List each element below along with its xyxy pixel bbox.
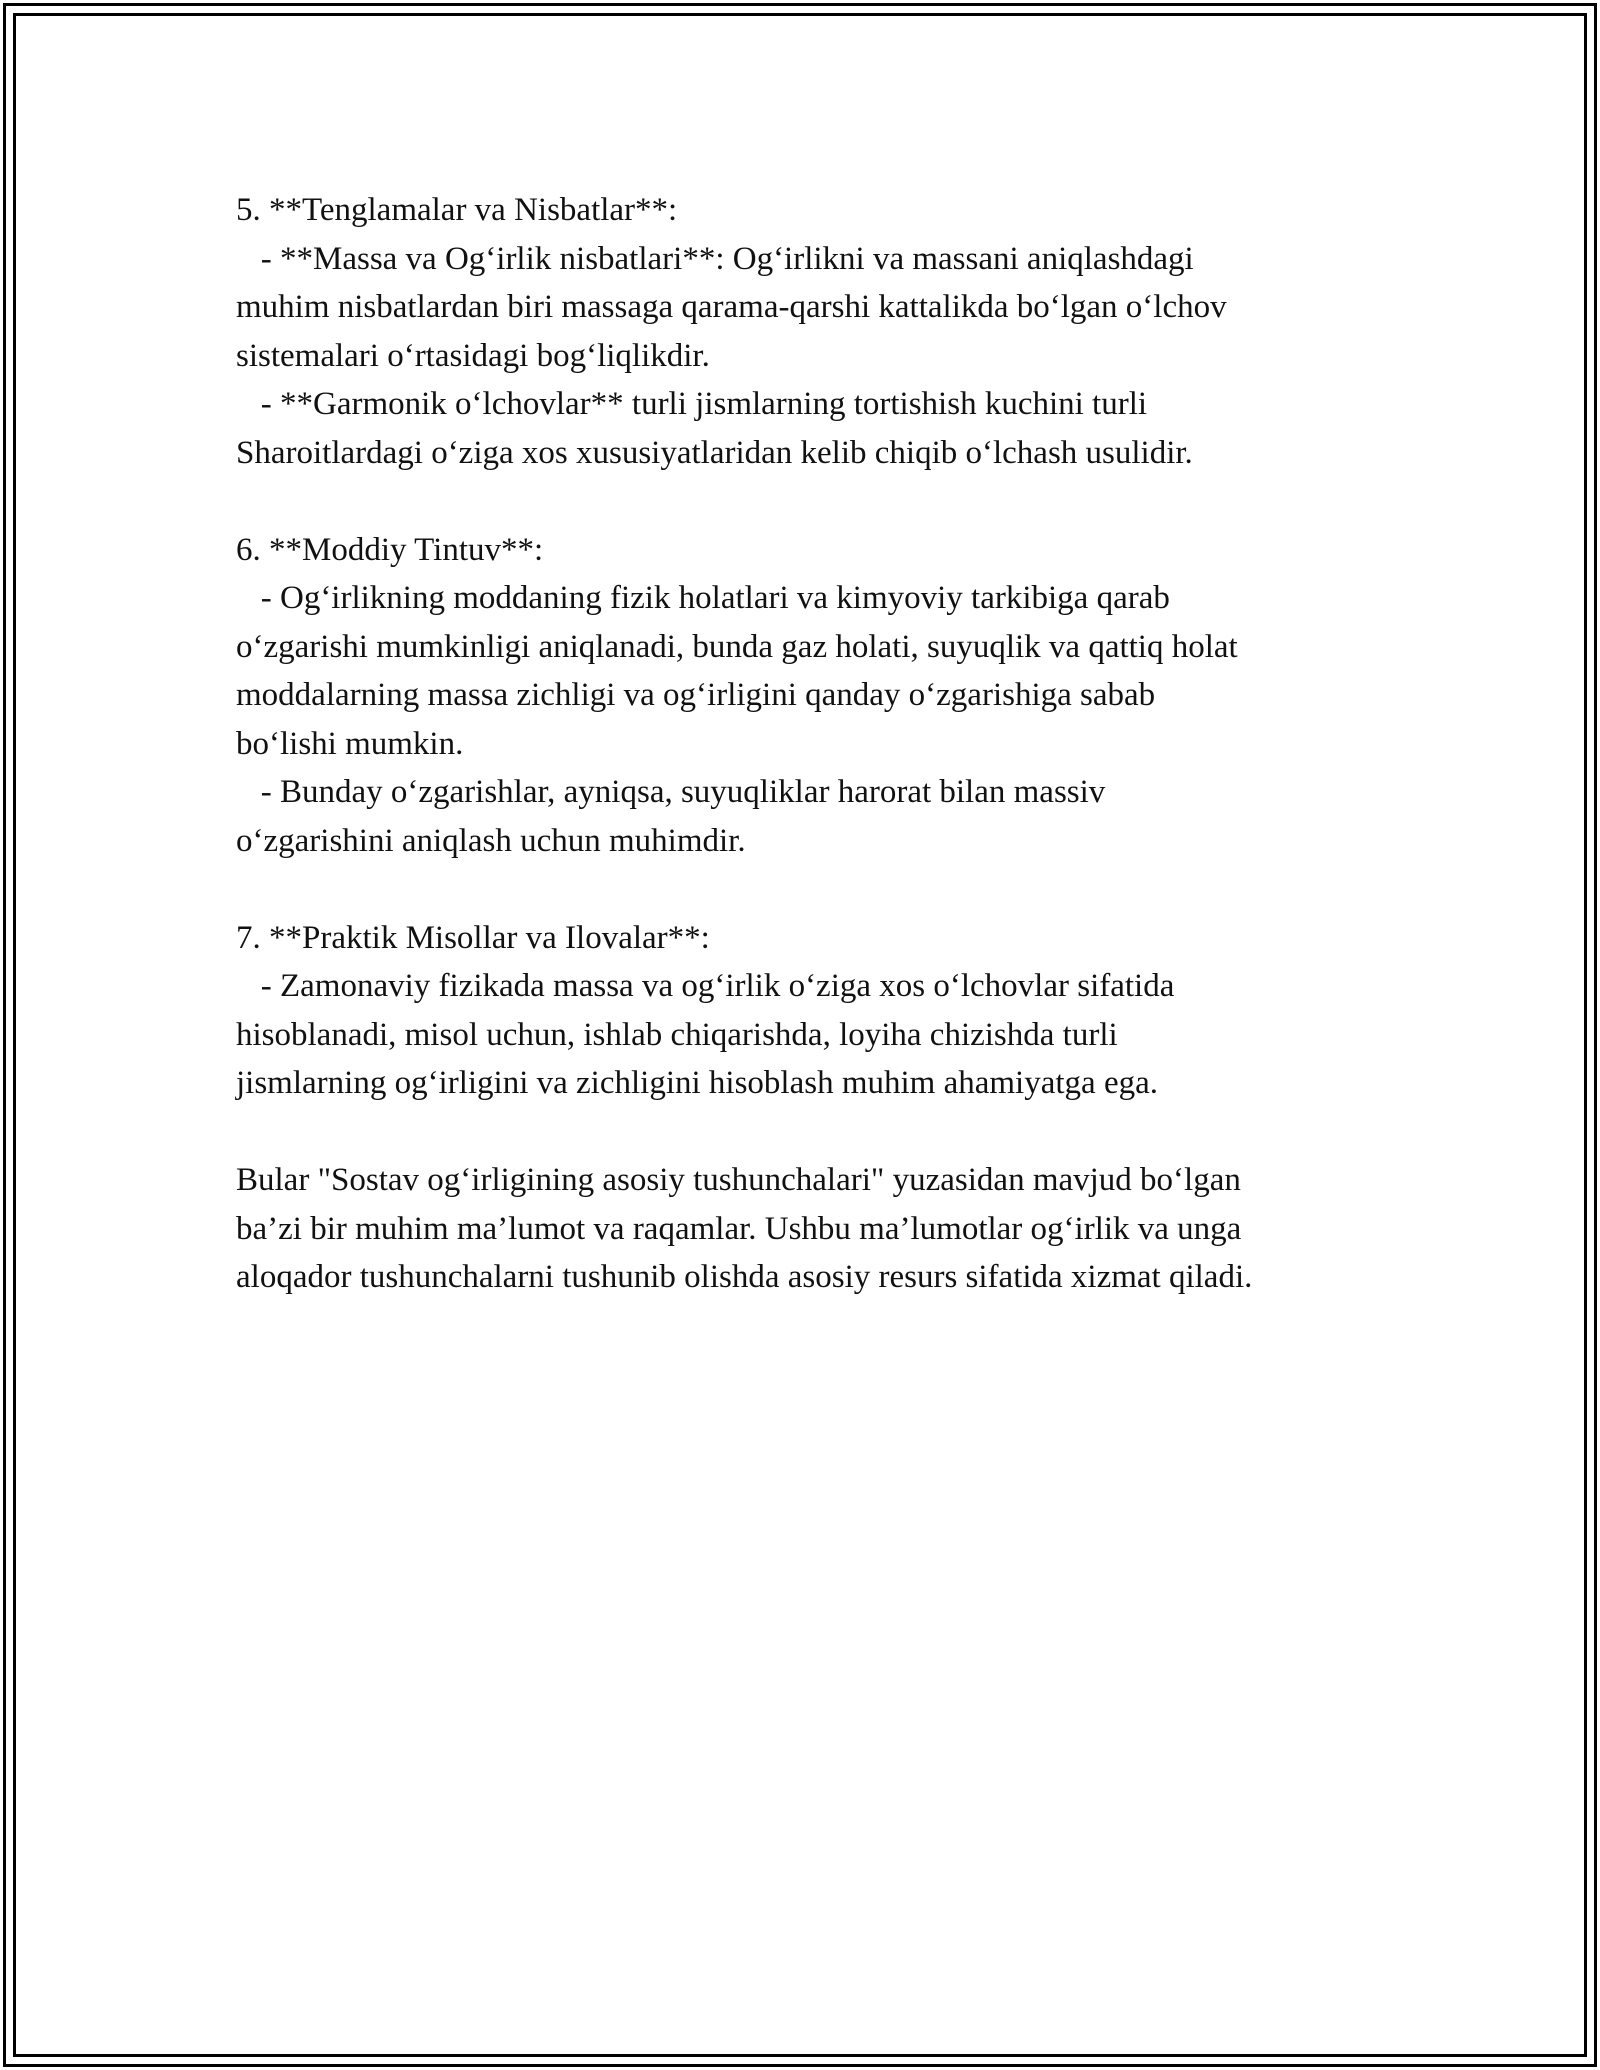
paragraph-line: - Bunday o‘zgarishlar, ayniqsa, suyuqliklar harorat bilan massiv — [236, 774, 1106, 810]
paragraph-line: ba’zi bir muhim ma’lumot va raqamlar. Ushbu ma’lumotlar og‘irlik va unga — [236, 1210, 1242, 1247]
section-conclusion — [236, 1156, 1416, 1302]
paragraph-line: aloqador tushunchalarni tushunib olishda asosiy resurs sifatida xizmat qiladi. — [236, 1259, 1253, 1295]
section-heading: 5. **Tenglamalar va Nisbatlar**: — [236, 192, 678, 228]
section-heading: 7. **Praktik Misollar va Ilovalar**: — [236, 919, 710, 956]
paragraph-line: - **Massa va Og‘irlik nisbatlari**: Og‘irlikni va massani aniqlashdagi — [236, 240, 1194, 277]
paragraph-line: jismlarning og‘irligini va zichligini hisoblash muhim ahamiyatga ega. — [236, 1065, 1158, 1101]
paragraph-spacer — [236, 865, 1416, 914]
paragraph-line: bo‘lishi mumkin. — [236, 725, 464, 762]
paragraph-line: Bular "Sostav og‘irligining asosiy tushunchalari" yuzasidan mavjud bo‘lgan — [236, 1162, 1241, 1198]
paragraph-line: hisoblanadi, misol uchun, ishlab chiqarishda, loyiha chizishda turli — [236, 1016, 1118, 1053]
paragraph-spacer — [236, 1108, 1416, 1157]
section-tenglamalar-va-nisbatlar — [236, 186, 1416, 477]
section-moddiy-tintuv — [236, 526, 1416, 866]
section-praktik-misollar — [236, 914, 1416, 1108]
paragraph-line: sistemalari o‘rtasidagi bog‘liqlikdir. — [236, 337, 710, 374]
section-heading: 6. **Moddiy Tintuv**: — [236, 531, 544, 568]
paragraph-line: - **Garmonik o‘lchovlar** turli jismlarning tortishish kuchini turli — [236, 386, 1148, 422]
paragraph-line: Sharoitlardagi o‘ziga xos xususiyatlaridan kelib chiqib o‘lchash usulidir. — [236, 434, 1193, 471]
paragraph-line: - Og‘irlikning moddaning fizik holatlari va kimyoviy tarkibiga qarab — [236, 580, 1170, 616]
paragraph-line: muhim nisbatlardan biri massaga qarama-qarshi kattalikda bo‘lgan o‘lchov — [236, 289, 1227, 325]
paragraph-line: o‘zgarishi mumkinligi aniqlanadi, bunda gaz holati, suyuqlik va qattiq holat — [236, 628, 1238, 665]
document-body — [236, 186, 1416, 1302]
paragraph-line: o‘zgarishini aniqlash uchun muhimdir. — [236, 822, 746, 859]
paragraph-line: - Zamonaviy fizikada massa va og‘irlik o‘ziga xos o‘lchovlar sifatida — [236, 968, 1175, 1004]
paragraph-line: moddalarning massa zichligi va og‘irligini qanday o‘zgarishiga sabab — [236, 677, 1156, 713]
paragraph-spacer — [236, 477, 1416, 526]
